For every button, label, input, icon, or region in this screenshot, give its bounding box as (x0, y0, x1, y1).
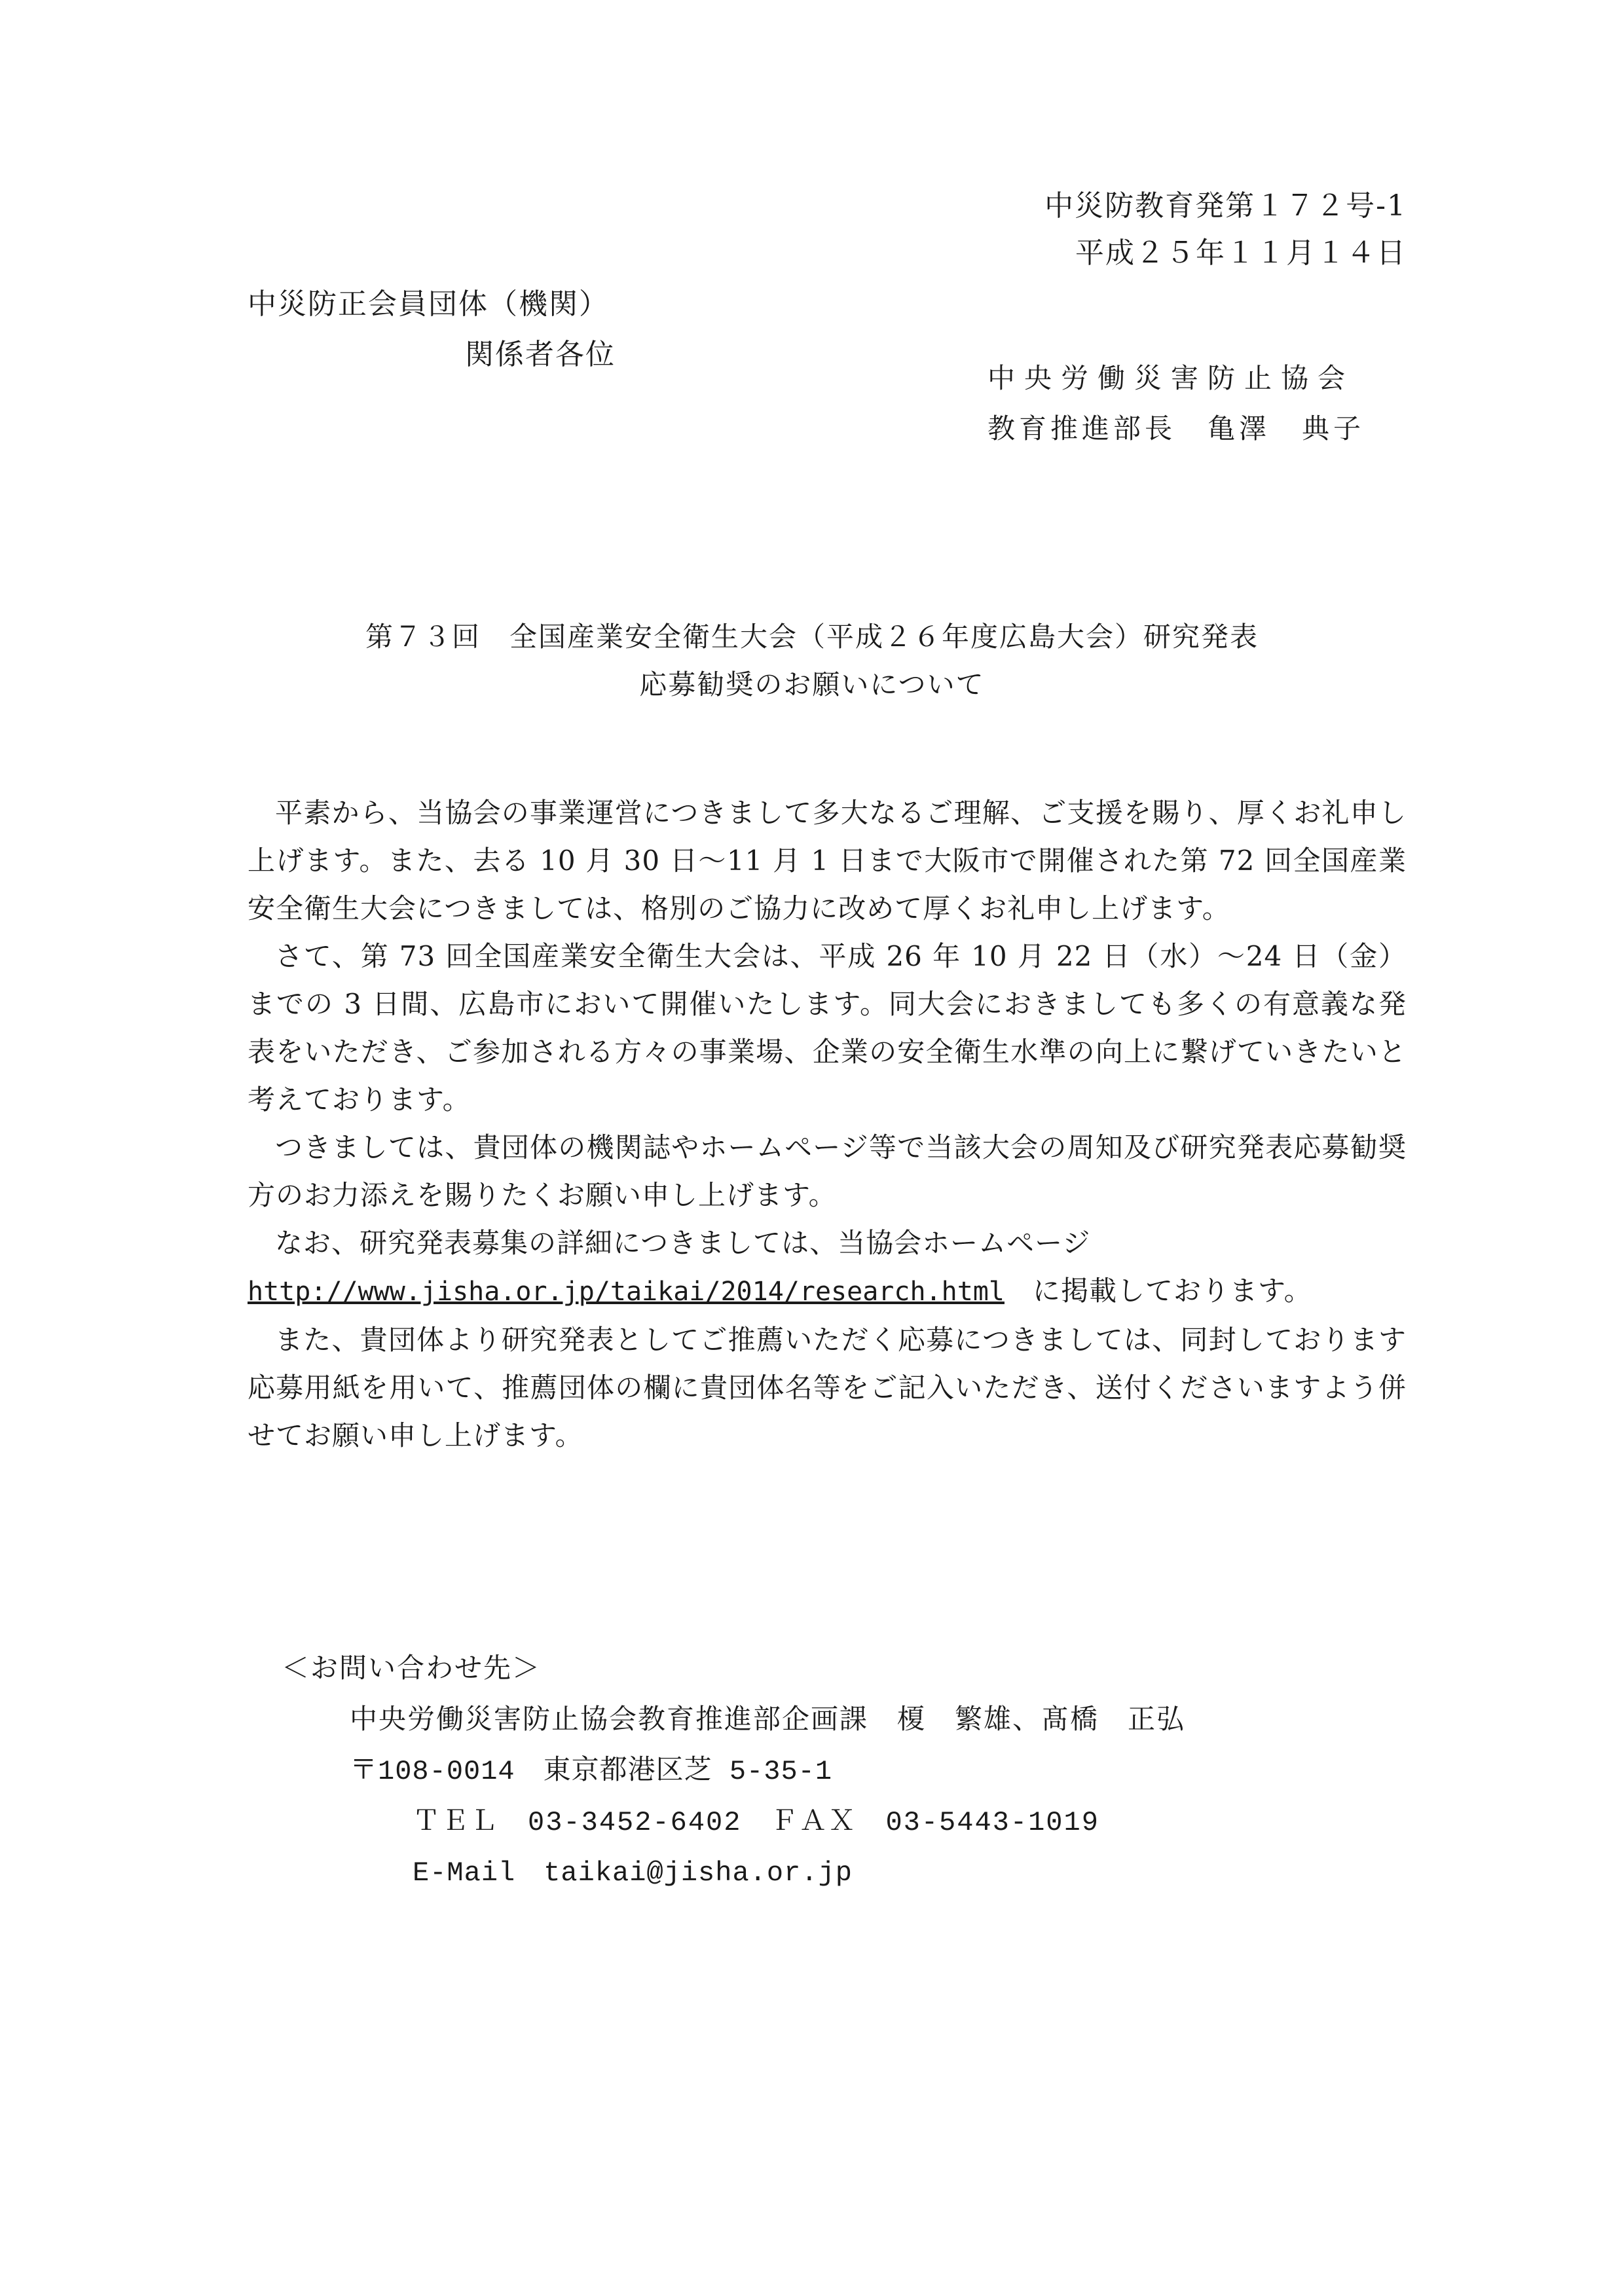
recipient-organization: 中災防正会員団体（機関） (248, 287, 609, 321)
letter-body (248, 789, 1407, 1459)
body-paragraph-2: さて、第 73 回全国産業安全衛生大会は、平成 26 年 10 月 22 日（水）～24 日（金）までの 3 日間、広島市において開催いたします。同大会におきましても多くの有意義な発表をいただき、ご参加される方々の事業場、企業の安全衛生水準の向上に繋げていきたいと考えております。 (248, 940, 1407, 1116)
recipient-parties: 関係者各位 (465, 338, 616, 371)
document-date: 平成２５年１１月１４日 (1075, 236, 1407, 270)
sender-title-name: 教育推進部長 亀澤 典子 (987, 412, 1365, 445)
research-page-link[interactable]: http://www.jisha.or.jp/taikai/2014/research.html (248, 1277, 1005, 1307)
sender-organization: 中央労働災害防止協会 (987, 362, 1355, 394)
contact-department: 中央労働災害防止協会教育推進部企画課 榎 繁雄、髙橋 正弘 (350, 1703, 1186, 1735)
body-paragraph-4-lead: なお、研究発表募集の詳細につきましては、当協会ホームページ (275, 1227, 1091, 1259)
body-paragraph-4-tail: に掲載しております。 (1004, 1275, 1312, 1307)
document-number: 中災防教育発第１７２号-1 (1044, 189, 1407, 223)
contact-phone-fax: ＴＥＬ 03-3452-6402 ＦＡＸ 03-5443-1019 (413, 1807, 1099, 1838)
body-paragraph-5: また、貴団体より研究発表としてご推薦いただく応募につきましては、同封しております応募用紙を用いて、推薦団体の欄に貴団体名等をご記入いただき、送付くださいますよう併せてお願い申し上げます。 (248, 1324, 1407, 1451)
contact-email: E-Mail taikai@jisha.or.jp (413, 1857, 853, 1889)
subject-line-2: 応募勧奨のお願いについて (639, 668, 985, 701)
contact-heading: ＜お問い合わせ先＞ (282, 1652, 542, 1684)
body-paragraph-3: つきましては、貴団体の機関誌やホームページ等で当該大会の周知及び研究発表応募勧奨方のお力添えを賜りたくお願い申し上げます。 (248, 1131, 1407, 1211)
body-paragraph-1: 平素から、当協会の事業運営につきまして多大なるご理解、ご支援を賜り、厚くお礼申し上げます。また、去る 10 月 30 日～11 月 1 日まで大阪市で開催された第 72 回全国産業安全衛生大会につきましては、格別のご協力に改めて厚くお礼申し上げます。 (248, 797, 1407, 924)
subject-line-1: 第７３回 全国産業安全衛生大会（平成２６年度広島大会）研究発表 (365, 621, 1259, 653)
contact-address: 〒108-0014 東京都港区芝 5-35-1 (350, 1756, 833, 1787)
body-paragraph-4 (248, 1219, 1407, 1316)
